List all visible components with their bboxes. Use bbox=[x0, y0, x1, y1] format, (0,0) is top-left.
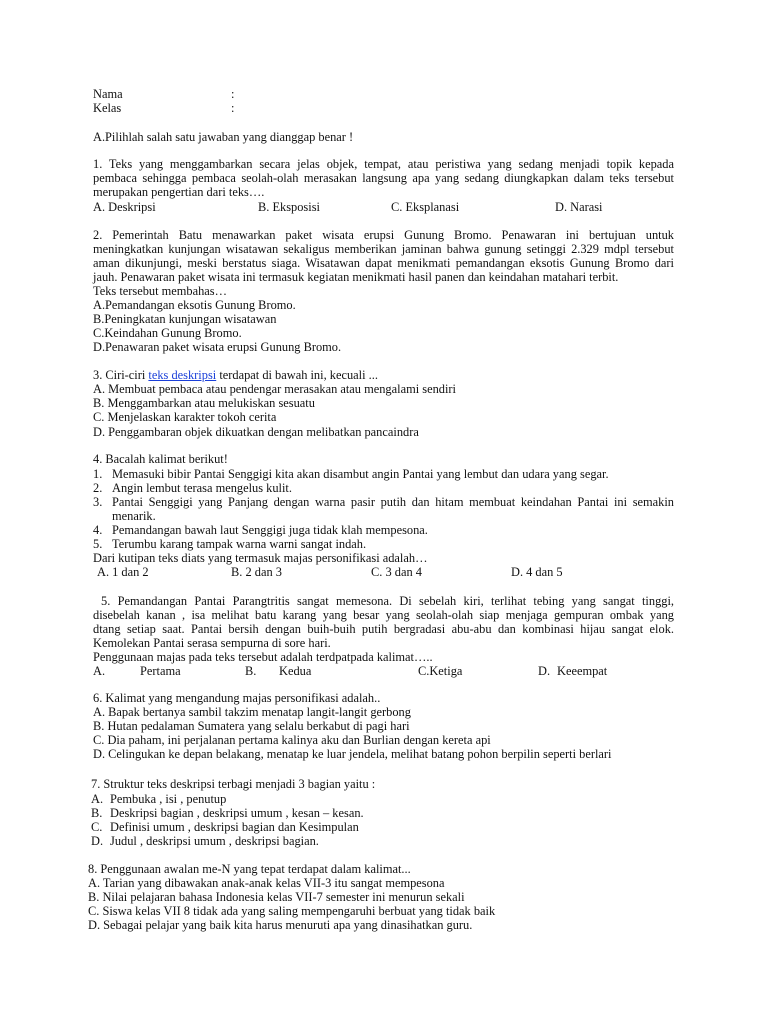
q4-question: Dari kutipan teks diats yang termasuk majas personifikasi adalah… bbox=[93, 551, 428, 565]
q7-option-text: Definisi umum , deskripsi bagian dan Kesimpulan bbox=[110, 820, 359, 834]
q4-item-text: Memasuki bibir Pantai Senggigi kita akan disambut angin Pantai yang lembut dan udara yang segar. bbox=[112, 467, 609, 481]
q5-option-b-letter: B. bbox=[245, 664, 257, 678]
q2-option-c: C.Keindahan Gunung Bromo. bbox=[93, 326, 242, 340]
q8-title: 8. Penggunaan awalan me-N yang tepat terdapat dalam kalimat... bbox=[88, 862, 411, 876]
q1-line-1: 1. Teks yang menggambarkan secara jelas objek, tempat, atau peristiwa yang sedang menjadi topik kepada bbox=[93, 157, 674, 171]
kelas-colon: : bbox=[231, 101, 235, 115]
q1-option-d: D. Narasi bbox=[555, 200, 603, 214]
q2-line-3: aman dikunjungi, meski berstatus siaga. Wisatawan dapat menikmati pemandangan eksotis Gunung Bromo dari bbox=[93, 256, 674, 270]
q3-title bbox=[93, 368, 378, 382]
q5-option-c: C.Ketiga bbox=[418, 664, 463, 678]
q4-option-b: B. 2 dan 3 bbox=[231, 565, 282, 579]
q6-option-b: B. Hutan pedalaman Sumatera yang selalu berkabut di pagi hari bbox=[93, 719, 410, 733]
q8-option-a: A. Tarian yang dibawakan anak-anak kelas VII-3 itu sangat mempesona bbox=[88, 876, 445, 890]
q2-line-1: 2. Pemerintah Batu menawarkan paket wisata erupsi Gunung Bromo. Penawaran ini bertujuan untuk bbox=[93, 228, 674, 242]
q7-option-text: Deskripsi bagian , deskripsi umum , kesan – kesan. bbox=[110, 806, 364, 820]
q4-item-text: Pantai Senggigi yang Panjang dengan warna pasir putih dan hitam membuat keindahan Pantai ini semakin bbox=[112, 495, 674, 509]
q4-item-number: 1. bbox=[93, 467, 103, 481]
kelas-label: Kelas bbox=[93, 101, 122, 115]
q2-line-2: meningkatkan kunjungan wisatawan sekaligus memberikan jaminan bahwa gunung setinggi 2.329 mdpl tersebut bbox=[93, 242, 674, 256]
q4-item-number: 4. bbox=[93, 523, 103, 537]
q4-option-d: D. 4 dan 5 bbox=[511, 565, 563, 579]
q3-option-a: A. Membuat pembaca atau pendengar merasakan atau mengalami sendiri bbox=[93, 382, 456, 396]
q5-option-a-letter: A. bbox=[93, 664, 106, 678]
q3-option-b: B. Menggambarkan atau melukiskan sesuatu bbox=[93, 396, 315, 410]
q5-option-b-text: Kedua bbox=[279, 664, 312, 678]
q5-line-5: Penggunaan majas pada teks tersebut adalah terdpatpada kalimat….. bbox=[93, 650, 433, 664]
q2-line-5: Teks tersebut membahas… bbox=[93, 284, 228, 298]
q4-option-c: C. 3 dan 4 bbox=[371, 565, 422, 579]
q7-option-letter: A. bbox=[91, 792, 104, 806]
nama-colon: : bbox=[231, 87, 235, 101]
q1-option-a: A. Deskripsi bbox=[93, 200, 156, 214]
q4-item-text: Terumbu karang tampak warna warni sangat indah. bbox=[112, 537, 367, 551]
q4-item-text: menarik. bbox=[112, 509, 156, 523]
q5-line-1: 5. Pemandangan Pantai Parangtritis sangat memesona. Di sebelah kiri, terlihat tebing yang sangat tinggi, bbox=[101, 594, 674, 608]
q7-option-letter: D. bbox=[91, 834, 104, 848]
q4-item-number: 3. bbox=[93, 495, 103, 509]
q8-option-c: C. Siswa kelas VII 8 tidak ada yang saling mempengaruhi berbuat yang tidak baik bbox=[88, 904, 496, 918]
q5-line-2: disebelah kanan , isa melihat batu karang yang besar yang seolah-olah siap menjaga gempuran ombak yang bbox=[93, 608, 674, 622]
q6-option-a: A. Bapak bertanya sambil takzim menatap langit-langit gerbong bbox=[93, 705, 411, 719]
q5-line-3: dtang setiap saat. Pantai bersih dengan buih-buih putih bergradasi abu-abu dan kombinasi hijau sangat elok. bbox=[93, 622, 674, 636]
q4-item-text: Angin lembut terasa mengelus kulit. bbox=[112, 481, 292, 495]
q3-prefix: 3. Ciri-ciri bbox=[93, 368, 149, 382]
q4-option-a: A. 1 dan 2 bbox=[97, 565, 149, 579]
q4-item-text: Pemandangan bawah laut Senggigi juga tidak klah mempesona. bbox=[112, 523, 428, 537]
q1-option-b: B. Eksposisi bbox=[258, 200, 320, 214]
q4-item-number: 5. bbox=[93, 537, 103, 551]
q2-option-d: D.Penawaran paket wisata erupsi Gunung Bromo. bbox=[93, 340, 342, 354]
q2-option-b: B.Peningkatan kunjungan wisatawan bbox=[93, 312, 277, 326]
q5-option-d-text: Keeempat bbox=[557, 664, 608, 678]
q6-option-c: C. Dia paham, ini perjalanan pertama kalinya aku dan Burlian dengan kereta api bbox=[93, 733, 491, 747]
q7-option-text: Pembuka , isi , penutup bbox=[110, 792, 227, 806]
q3-option-c: C. Menjelaskan karakter tokoh cerita bbox=[93, 410, 277, 424]
q2-option-a: A.Pemandangan eksotis Gunung Bromo. bbox=[93, 298, 296, 312]
q7-option-letter: C. bbox=[91, 820, 103, 834]
q8-option-d: D. Sebagai pelajar yang baik kita harus menuruti apa yang dinasihatkan guru. bbox=[88, 918, 473, 932]
instruction: A.Pilihlah salah satu jawaban yang dianggap benar ! bbox=[93, 130, 354, 144]
teks-deskripsi-link[interactable]: teks deskripsi bbox=[148, 368, 217, 382]
q6-title: 6. Kalimat yang mengandung majas personifikasi adalah.. bbox=[93, 691, 381, 705]
q3-suffix: terdapat di bawah ini, kecuali ... bbox=[216, 368, 378, 382]
q4-item-number: 2. bbox=[93, 481, 103, 495]
q8-option-b: B. Nilai pelajaran bahasa Indonesia kelas VII-7 semester ini menurun sekali bbox=[88, 890, 465, 904]
q5-option-a-text: Pertama bbox=[140, 664, 181, 678]
q7-option-letter: B. bbox=[91, 806, 103, 820]
q3-option-d: D. Penggambaran objek dikuatkan dengan melibatkan pancaindra bbox=[93, 425, 419, 439]
q1-option-c: C. Eksplanasi bbox=[391, 200, 460, 214]
q2-line-4: jauh. Penawaran paket wisata ini termasuk kegiatan menikmati hasil panen dan keindahan matahari terbit. bbox=[93, 270, 619, 284]
q4-title: 4. Bacalah kalimat berikut! bbox=[93, 452, 228, 466]
nama-label: Nama bbox=[93, 87, 123, 101]
q5-line-4: Kemolekan Pantai serasa sempurna di sore hari. bbox=[93, 636, 331, 650]
q7-option-text: Judul , deskripsi umum , deskripsi bagian. bbox=[110, 834, 319, 848]
q1-line-3: merupakan pengertian dari teks…. bbox=[93, 185, 265, 199]
q5-option-d-letter: D. bbox=[538, 664, 551, 678]
q6-option-d: D. Celingukan ke depan belakang, menatap ke luar jendela, melihat batang pohon berpilin seperti berlari bbox=[93, 747, 612, 761]
q7-title: 7. Struktur teks deskripsi terbagi menjadi 3 bagian yaitu : bbox=[91, 777, 376, 791]
q1-line-2: pembaca sehingga pembaca seolah-olah merasakan langsung apa yang sedang diungkapkan dalam teks tersebut bbox=[93, 171, 674, 185]
